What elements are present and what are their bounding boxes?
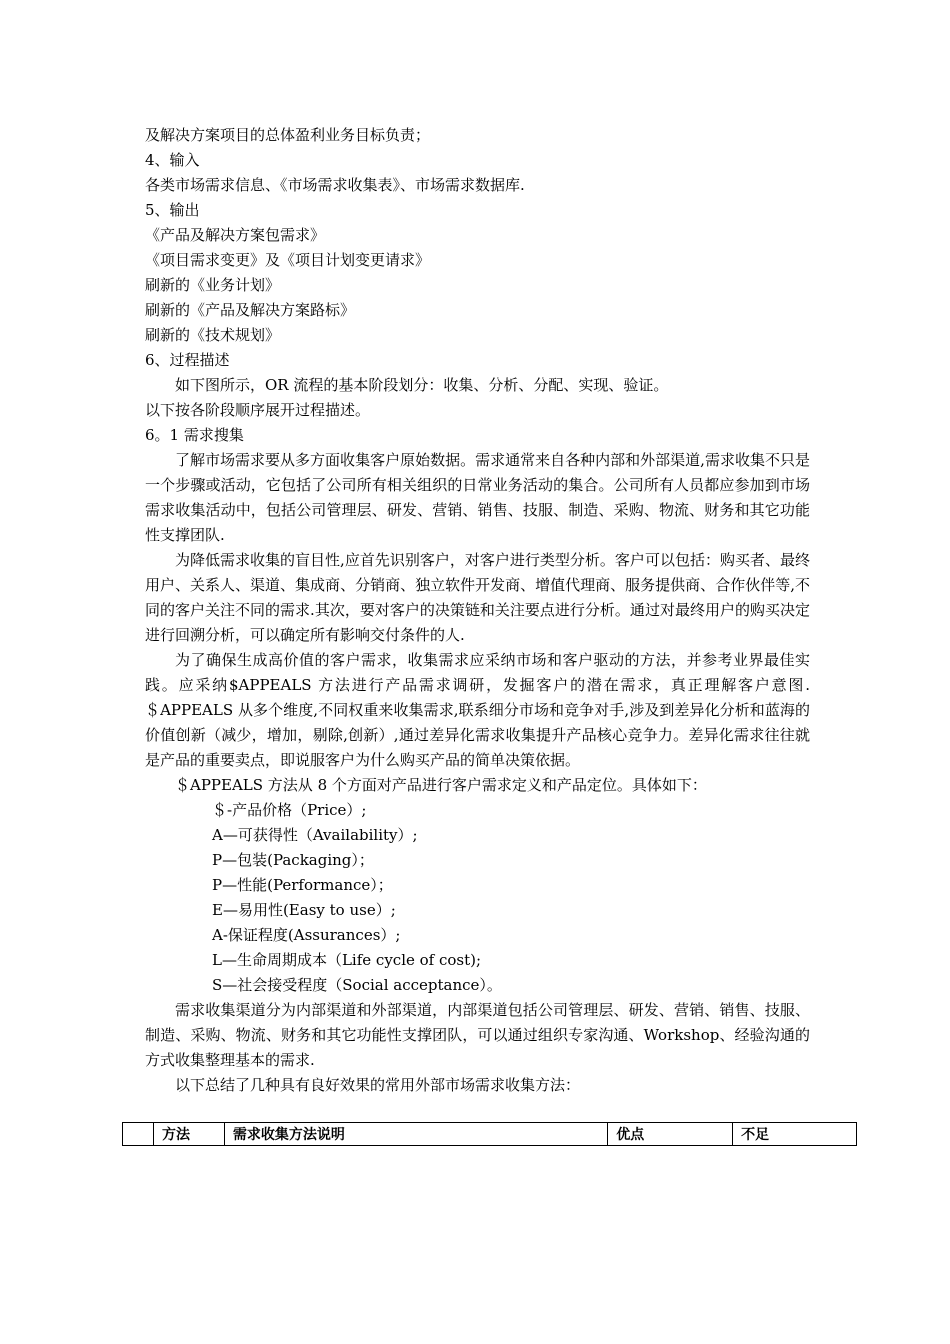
table-header-method: 方法 — [153, 1123, 224, 1146]
appeals-intro: ＄APPEALS 方法从 8 个方面对产品进行客户需求定义和产品定位。具体如下： — [175, 776, 707, 794]
methods-table — [122, 1122, 857, 1146]
process-intro: 如下图所示，OR 流程的基本阶段划分：收集、分析、分配、实现、验证。 — [175, 376, 669, 394]
section-heading-output: 5、输出 — [145, 201, 200, 219]
document-body — [145, 123, 810, 1098]
section-heading-process: 6、过程描述 — [145, 351, 230, 369]
appeals-item: A-保证程度(Assurances）; — [212, 926, 401, 944]
section-heading-6-1: 6。1 需求搜集 — [145, 426, 244, 444]
table-header-index — [123, 1123, 154, 1146]
table-header-row — [123, 1123, 857, 1146]
table-header-disadvantages: 不足 — [733, 1123, 857, 1146]
appeals-item: A—可获得性（Availability）; — [212, 826, 418, 844]
appeals-item: P—包装(Packaging）； — [212, 851, 374, 869]
appeals-item: P—性能(Performance）； — [212, 876, 393, 894]
text-line: 各类市场需求信息、《市场需求收集表》、市场需求数据库. — [145, 176, 525, 194]
paragraph: 为了确保生成高价值的客户需求，收集需求应采纳市场和客户驱动的方法，并参考业界最佳实践。应采纳$APPEALS 方法进行产品需求调研，发掘客户的潜在需求，真正理解客户意图.＄APPEALS 从多个维度,不同权重来收集需求,联系细分市场和竞争对手,涉及到差异化分析和蓝海的价值创新（减少，增加，剔除,创新）,通过差异化需求收集提升产品核心竞争力。差异化需求往往就是产品的重要卖点，即说服客户为什么购买产品的简单决策依据。 — [145, 651, 810, 769]
appeals-item: S—社会接受程度（Social acceptance）。 — [212, 976, 502, 994]
output-item: 《项目需求变更》及《项目计划变更请求》 — [145, 251, 431, 269]
appeals-item: E—易用性(Easy to use）; — [212, 901, 396, 919]
paragraph: 为降低需求收集的盲目性,应首先识别客户，对客户进行类型分析。客户可以包括：购买者、最终用户、关系人、渠道、集成商、分销商、独立软件开发商、增值代理商、服务提供商、合作伙伴等,不同的客户关注不同的需求.其次，要对客户的决策链和关注要点进行分析。通过对最终用户的购买决定进行回溯分析，可以确定所有影响交付条件的人. — [145, 551, 810, 644]
process-order: 以下按各阶段顺序展开过程描述。 — [145, 401, 371, 419]
output-item: 刷新的《业务计划》 — [145, 276, 281, 294]
table-header-advantages: 优点 — [608, 1123, 733, 1146]
output-item: 《产品及解决方案包需求》 — [145, 226, 326, 244]
output-item: 刷新的《技术规划》 — [145, 326, 281, 344]
output-item: 刷新的《产品及解决方案路标》 — [145, 301, 356, 319]
table-header-description: 需求收集方法说明 — [224, 1123, 607, 1146]
paragraph: 了解市场需求要从多方面收集客户原始数据。需求通常来自各种内部和外部渠道,需求收集不只是一个步骤或活动，它包括了公司所有相关组织的日常业务活动的集合。公司所有人员都应参加到市场需求收集活动中，包括公司管理层、研发、营销、销售、技服、制造、采购、物流、财务和其它功能性支撑团队. — [145, 451, 810, 544]
appeals-item: ＄-产品价格（Price）; — [212, 801, 367, 819]
channels-paragraph: 需求收集渠道分为内部渠道和外部渠道，内部渠道包括公司管理层、研发、营销、销售、技服、制造、采购、物流、财务和其它功能性支撑团队，可以通过组织专家沟通、Workshop、经验沟通的方式收集整理基本的需求. — [145, 1001, 810, 1069]
appeals-item: L—生命周期成本（Life cycle of cost); — [212, 951, 482, 969]
text-line: 及解决方案项目的总体盈利业务目标负责； — [145, 126, 431, 144]
section-heading-input: 4、输入 — [145, 151, 200, 169]
methods-intro: 以下总结了几种具有良好效果的常用外部市场需求收集方法： — [175, 1076, 581, 1094]
